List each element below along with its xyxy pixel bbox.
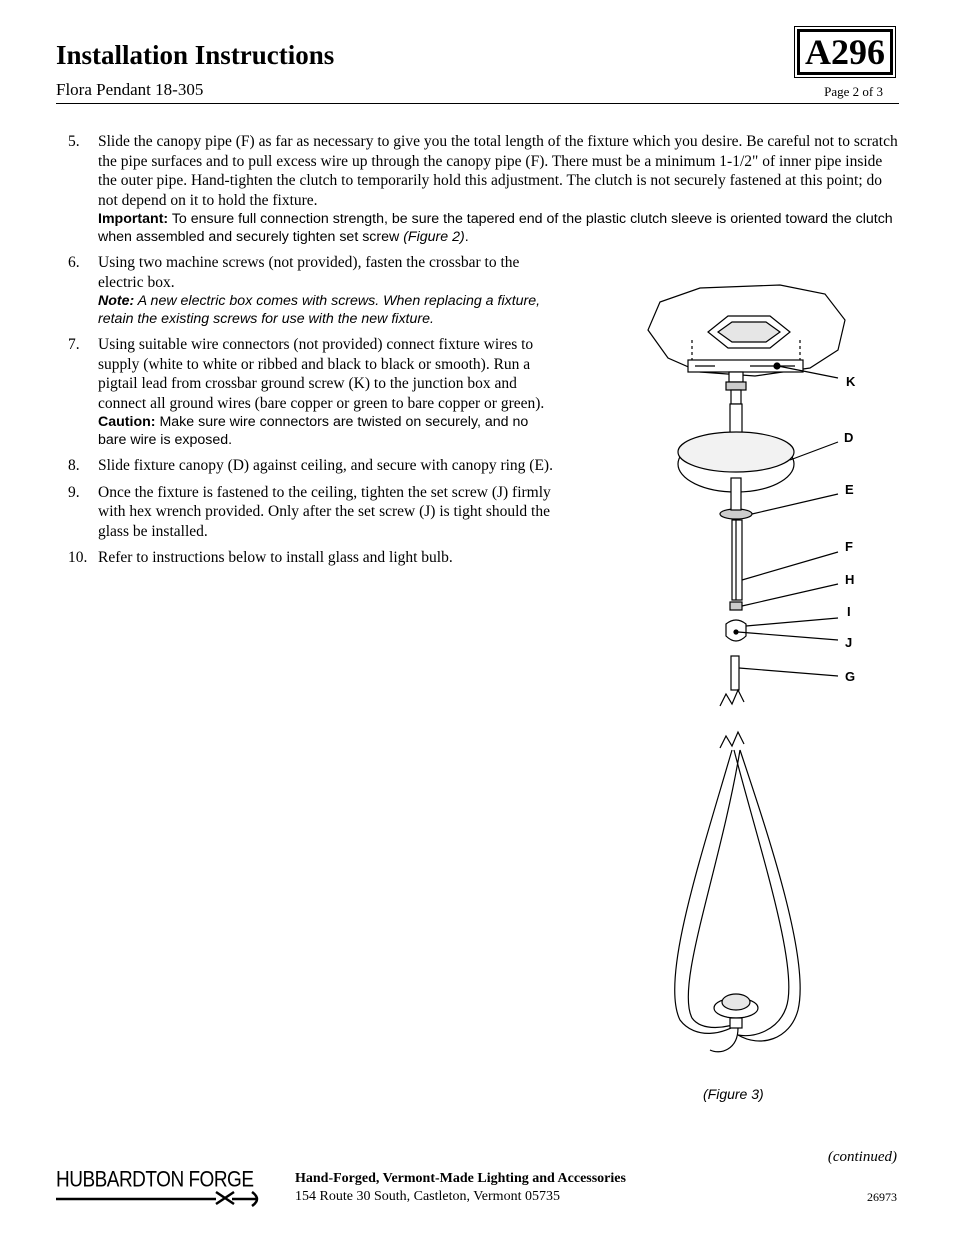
step-10: [68, 548, 560, 568]
label-g: G: [845, 669, 856, 684]
pendant-diagram: [640, 280, 880, 1070]
label-f: F: [845, 539, 853, 554]
step-5: [68, 132, 898, 246]
figure-caption: (Figure 3): [703, 1086, 764, 1102]
pendant-drawing: [640, 280, 880, 1070]
note-figure-ref: (Figure 2): [403, 229, 465, 245]
step-note: [98, 292, 560, 328]
product-name: Flora Pendant 18-305: [56, 80, 204, 99]
note-text: Make sure wire connectors are twisted on securely, and no bare wire is exposed.: [98, 414, 529, 448]
note-text: To ensure full connection strength, be sure the tapered end of the plastic clutch sleeve is oriented toward the clutch when assembled and securely tighten set screw: [98, 211, 893, 245]
step-number: 10.: [68, 549, 88, 566]
continued-note: (continued): [827, 1149, 897, 1165]
step-text: Refer to instructions below to install glass and light bulb.: [98, 549, 453, 566]
step-text: Using suitable wire connectors (not provided) connect fixture wires to supply (white to white or ribbed and black to black or smooth). Run a pigtail lead from crossbar ground screw (K) to the junction box and connect all ground wires (bare copper or green to bare copper or green).: [98, 336, 545, 412]
step-number: 7.: [68, 336, 80, 353]
document-code: A296: [797, 29, 893, 75]
note-end: .: [464, 229, 469, 245]
company-tagline: Hand-Forged, Vermont-Made Lighting and Accessories: [295, 1171, 626, 1186]
label-h: H: [845, 572, 855, 587]
step-text: Once the fixture is fastened to the ceiling, tighten the set screw (J) firmly with hex wrench provided. Only after the set screw (J) is tight should the glass be installed.: [98, 483, 551, 540]
note-text: A new electric box comes with screws. When replacing a fixture, retain the existing screws for use with the new fixture.: [98, 293, 541, 327]
label-e: E: [845, 482, 854, 497]
label-k: K: [846, 374, 856, 389]
logo-mark: [56, 1168, 266, 1208]
header-rule: [56, 103, 899, 104]
note-label: Note:: [98, 293, 135, 309]
page-number: Page 2 of 3: [824, 84, 883, 99]
step-number: 6.: [68, 254, 80, 271]
label-d: D: [844, 430, 854, 445]
label-j: J: [845, 635, 853, 650]
note-label: Important:: [98, 211, 169, 227]
page-title: Installation Instructions: [56, 40, 335, 70]
step-number: 5.: [68, 133, 80, 150]
document-number: 26973: [867, 1190, 897, 1204]
step-text: Slide fixture canopy (D) against ceiling, and secure with canopy ring (E).: [98, 457, 553, 474]
step-7: [68, 335, 560, 449]
step-number: 8.: [68, 457, 80, 474]
step-note: [98, 210, 898, 246]
company-address: 154 Route 30 South, Castleton, Vermont 05735: [295, 1189, 560, 1204]
step-9: [68, 483, 560, 542]
step-note: [98, 413, 560, 449]
label-i: I: [847, 604, 851, 619]
step-8: [68, 456, 560, 476]
logo-wordmark: HUBBARDTON FORGE: [56, 1168, 254, 1193]
step-6: [68, 253, 560, 328]
step-number: 9.: [68, 483, 80, 501]
note-label: Caution:: [98, 414, 156, 430]
company-logo: [56, 1168, 266, 1208]
step-text: Slide the canopy pipe (F) as far as necessary to give you the total length of the fixture which you desire. Be careful not to scratch the pipe surfaces and to pull excess wire up through the canopy pipe (F). There must be a minimum 1-1/2" of inner pipe inside the outer pipe. Hand-tighten the clutch to temporarily hold this adjustment. The clutch is not securely fastened at this point; do not depend on it to hold the fixture.: [98, 133, 898, 209]
step-text: Using two machine screws (not provided), fasten the crossbar to the electric box.: [98, 254, 520, 291]
